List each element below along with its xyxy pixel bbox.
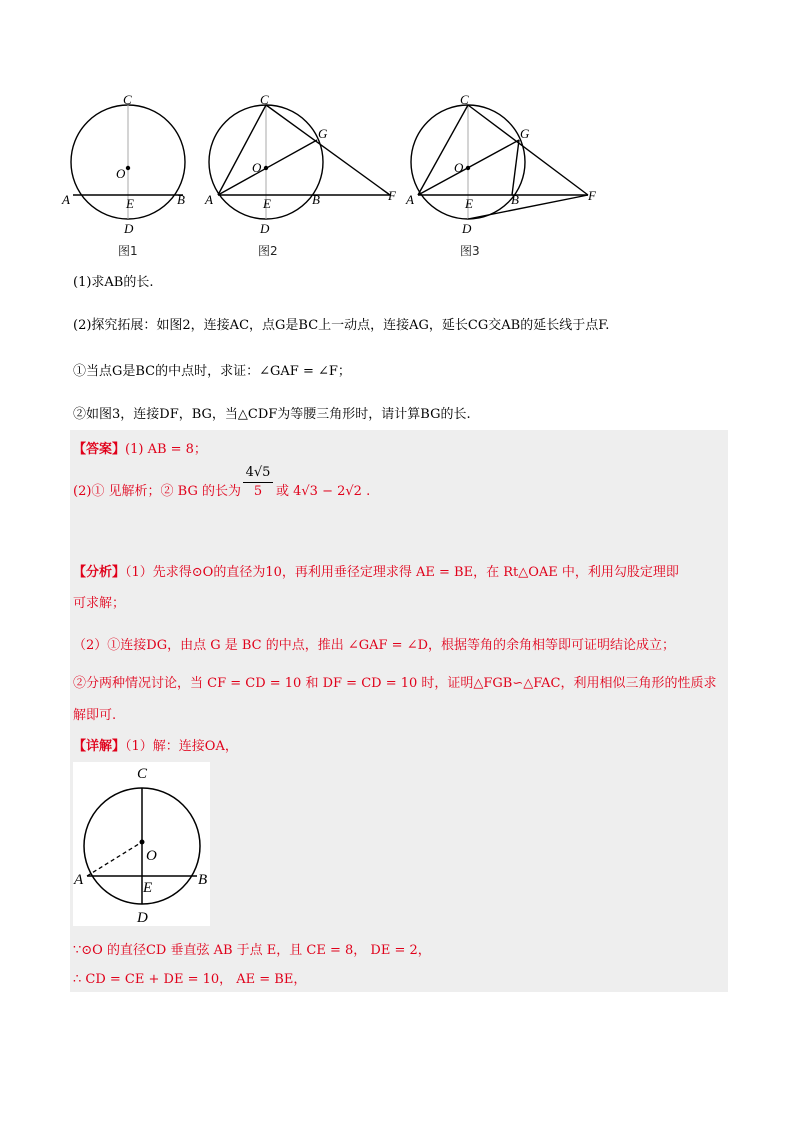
label-d: D: [462, 221, 472, 236]
label-b: B: [312, 192, 320, 207]
label-d: D: [137, 910, 148, 926]
label-e: E: [143, 880, 153, 896]
answer-2-suffix: 或 4√3 − 2√2 .: [276, 484, 371, 499]
label-o: O: [252, 160, 262, 175]
question-2-2: ②如图3，连接DF，BG，当△CDF为等腰三角形时，请计算BG的长.: [73, 407, 471, 422]
answer-line-1: [73, 440, 207, 460]
analysis-p3: ②分两种情况讨论，当 CF = CD = 10 和 DF = CD = 10 时，证明△FGB∽△FAC，利用相似三角形的性质求: [73, 676, 717, 691]
answer-1: (1) AB = 8；: [125, 442, 207, 457]
figure-1: [60, 92, 210, 237]
label-g: G: [318, 126, 328, 141]
label-a: A: [406, 192, 414, 207]
detail-tag: 【详解】: [73, 739, 126, 754]
question-2: (2)探究拓展：如图2，连接AC，点G是BC上一动点，连接AG，延长CG交AB的延长线于点F.: [73, 318, 610, 333]
figure-1-caption: 图1: [118, 244, 138, 258]
label-b: B: [198, 872, 208, 888]
label-c: C: [260, 92, 269, 107]
label-o: O: [454, 160, 464, 175]
analysis-p1: （1）先求得⊙O的直径为10，再利用垂径定理求得 AE = BE，在 Rt△OAE 中，利用勾股定理即: [125, 565, 679, 580]
detail-line: [73, 737, 238, 757]
figure-3-caption: 图3: [460, 244, 480, 258]
answer-tag: 【答案】: [73, 442, 126, 457]
analysis-p2: （2）①连接DG，由点 G 是 BC 的中点，推出 ∠GAF = ∠D，根据等角的余角相等即可证明结论成立；: [73, 638, 676, 653]
analysis-p3b: 解即可.: [73, 708, 117, 723]
detail-line-1: ∵⊙O 的直径CD 垂直弦 AB 于点 E，且 CE = 8， DE = 2，: [73, 943, 431, 958]
label-b: B: [177, 192, 185, 207]
label-d: D: [124, 221, 134, 236]
label-f: F: [588, 188, 596, 203]
label-g: G: [520, 126, 530, 141]
label-e: E: [126, 196, 134, 211]
label-o: O: [146, 848, 157, 864]
label-e: E: [465, 196, 473, 211]
figure-3: [400, 92, 610, 237]
fraction-numerator: 4√5: [245, 465, 271, 480]
answer-fraction: [243, 464, 273, 501]
label-c: C: [460, 92, 469, 107]
analysis-p1b: 可求解；: [73, 596, 126, 611]
analysis-line-1: [73, 563, 679, 583]
figure-2: [200, 92, 410, 237]
label-a: A: [74, 872, 84, 888]
question-1: (1)求AB的长.: [73, 275, 154, 290]
answer-2-prefix: (2)① 见解析；② BG 的长为: [73, 484, 241, 499]
label-e: E: [263, 196, 271, 211]
label-a: A: [205, 192, 213, 207]
label-c: C: [137, 766, 148, 782]
label-c: C: [123, 92, 132, 107]
label-d: D: [260, 221, 270, 236]
label-o: O: [116, 166, 126, 181]
question-2-1: ①当点G是BC的中点时，求证：∠GAF = ∠F；: [73, 364, 351, 379]
label-a: A: [62, 192, 70, 207]
answer-line-2: [73, 482, 241, 502]
label-b: B: [511, 192, 519, 207]
detail-intro: （1）解：连接OA，: [125, 739, 238, 754]
detail-line-2: ∴ CD = CE + DE = 10， AE = BE，: [73, 972, 307, 987]
fraction-denominator: 5: [243, 482, 273, 501]
label-f: F: [388, 188, 396, 203]
figure-2-caption: 图2: [258, 244, 278, 258]
detail-figure: [73, 762, 210, 926]
analysis-tag: 【分析】: [73, 565, 126, 580]
